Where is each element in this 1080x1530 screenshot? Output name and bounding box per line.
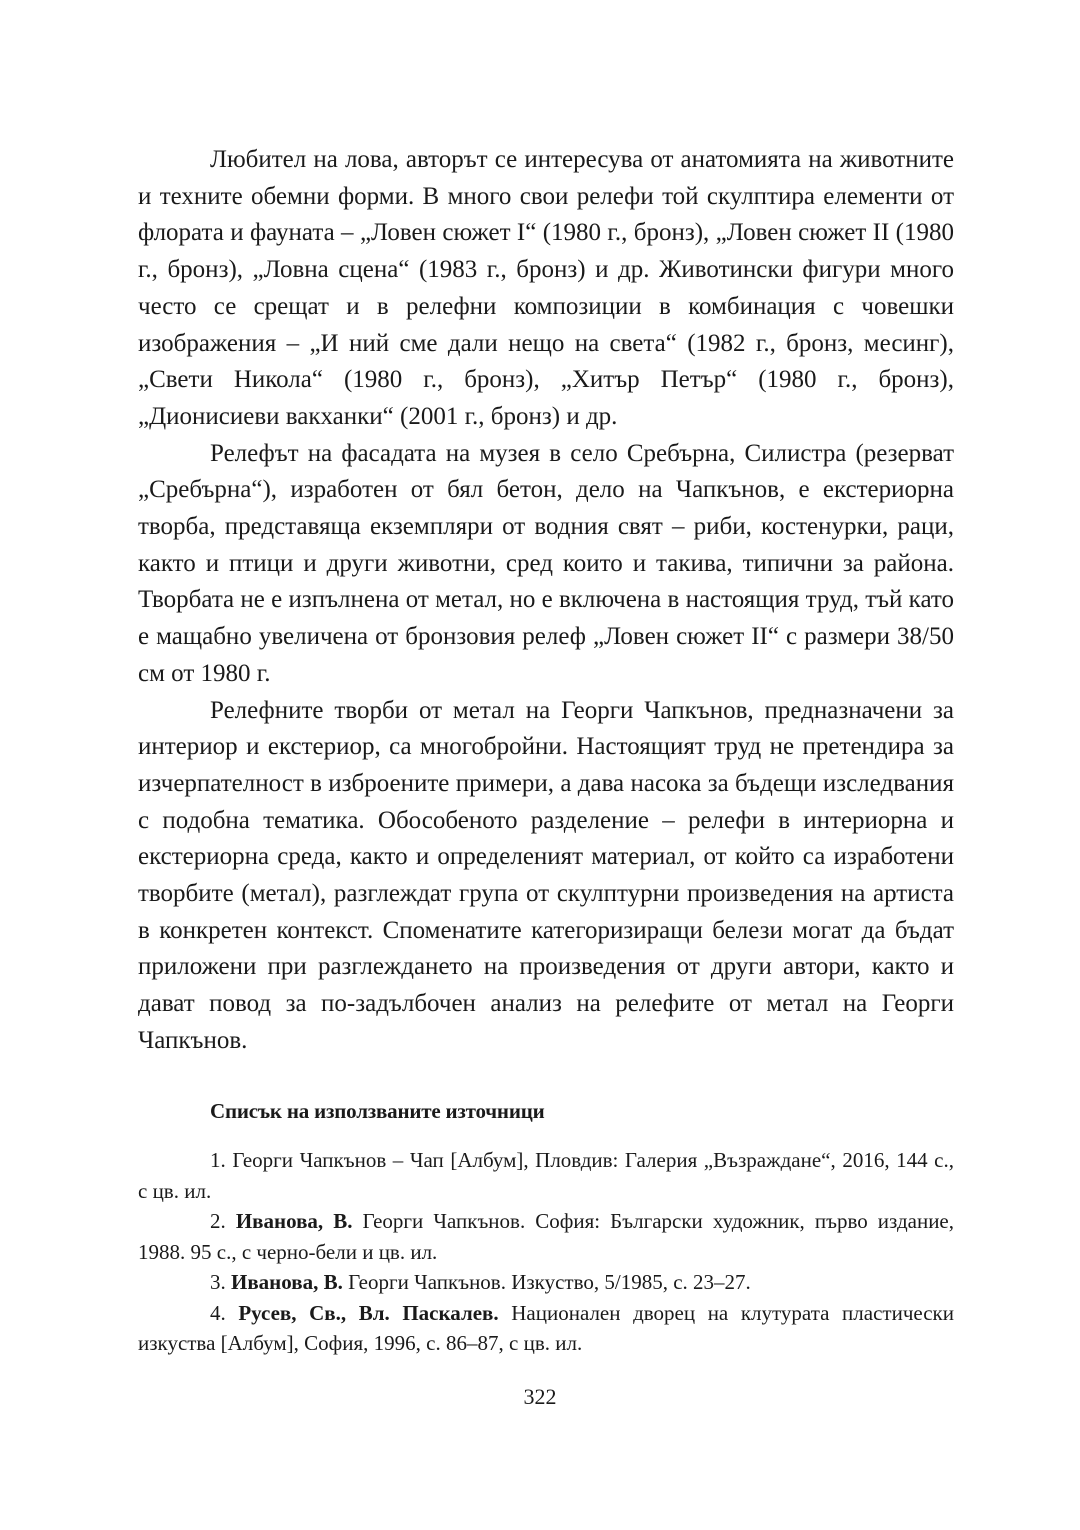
reference-item xyxy=(138,1267,954,1298)
reference-text: Национален дворец на клутурата пластически изкуства [Албум], София, 1996, с. 86–87, с цв. ил. xyxy=(138,1300,954,1355)
paragraph-srebarna-relief: Релефът на фасадата на музея в село Сребърна, Силистра (резерват „Сребърна“), изработен от бял бетон, дело на Чапкънов, е екстериорна творба, представяща екземпляри от водния свят – риби, костенурки, раци, както и птици и други животни, сред които и такива, типични за района. Творбата не е изпълнена от метал, но е включена в настоящия труд, тъй като е мащабно увеличена от бронзовия релеф „Ловен сюжет II“ с размери 38/50 см от 1980 г. xyxy=(138,439,954,687)
reference-author: Русев, Св., Вл. Паскалев. xyxy=(238,1300,499,1325)
reference-number: 1. xyxy=(210,1148,226,1172)
reference-number: 4. xyxy=(210,1300,226,1325)
reference-text: Георги Чапкънов. Изкуство, 5/1985, с. 23–27. xyxy=(348,1270,751,1294)
paragraph-conclusion: Релефните творби от метал на Георги Чапкънов, предназначени за интериор и екстериор, са многобройни. Настоящият труд не претендира за изчерпателност в изброените примери, а дава насока за бъдещи изследвания с подобна тематика. Обособеното разделение – релефи в интериорна и екстериорна среда, както и определеният материал, от който са изработени творбите (метал), разглеждат група от скулптурни произведения на артиста в конкретен контекст. Споменатите категоризиращи белези могат да бъдат приложени при разглеждането на произведения от други автори, както и дават повод за по-задълбочен анализ на релефите от метал на Георги Чапкънов. xyxy=(138,696,954,1054)
reference-number: 3. xyxy=(210,1270,226,1294)
reference-text: Георги Чапкънов – Чап [Албум], Пловдив: Галерия „Възраждане“, 2016, 144 с., с цв. ил. xyxy=(138,1148,954,1203)
reference-item xyxy=(138,1298,954,1359)
body-text xyxy=(138,142,954,1060)
reference-number: 2. xyxy=(210,1209,226,1233)
page-number: 322 xyxy=(523,1384,557,1409)
references-title: Списък на използваните източници xyxy=(210,1099,545,1123)
reference-item xyxy=(138,1206,954,1267)
reference-item xyxy=(138,1145,954,1206)
paragraph-hunting-themes: Любител на лова, авторът се интересува от анатомията на животните и техните обемни форми. В много свои релефи той скулптира елементи от флората и фауната – „Ловен сюжет I“ (1980 г., бронз), „Ловен сюжет II (1980 г., бронз), „Ловна сцена“ (1983 г., бронз) и др. Животински фигури много често се срещат и в релефни композиции в комбинация с човешки изображения – „И ний сме дали нещо на света“ (1982 г., бронз, месинг), „Свети Никола“ (1980 г., бронз), „Хитър Петър“ (1980 г., бронз), „Дионисиеви вакханки“ (2001 г., бронз) и др. xyxy=(138,146,954,430)
references-section xyxy=(138,1096,954,1359)
reference-author: Иванова, В. xyxy=(231,1270,343,1294)
reference-text: Георги Чапкънов. София: Български художник, първо издание, 1988. 95 с., с черно-бели и цв. ил. xyxy=(138,1209,955,1264)
reference-author: Иванова, В. xyxy=(235,1209,353,1233)
